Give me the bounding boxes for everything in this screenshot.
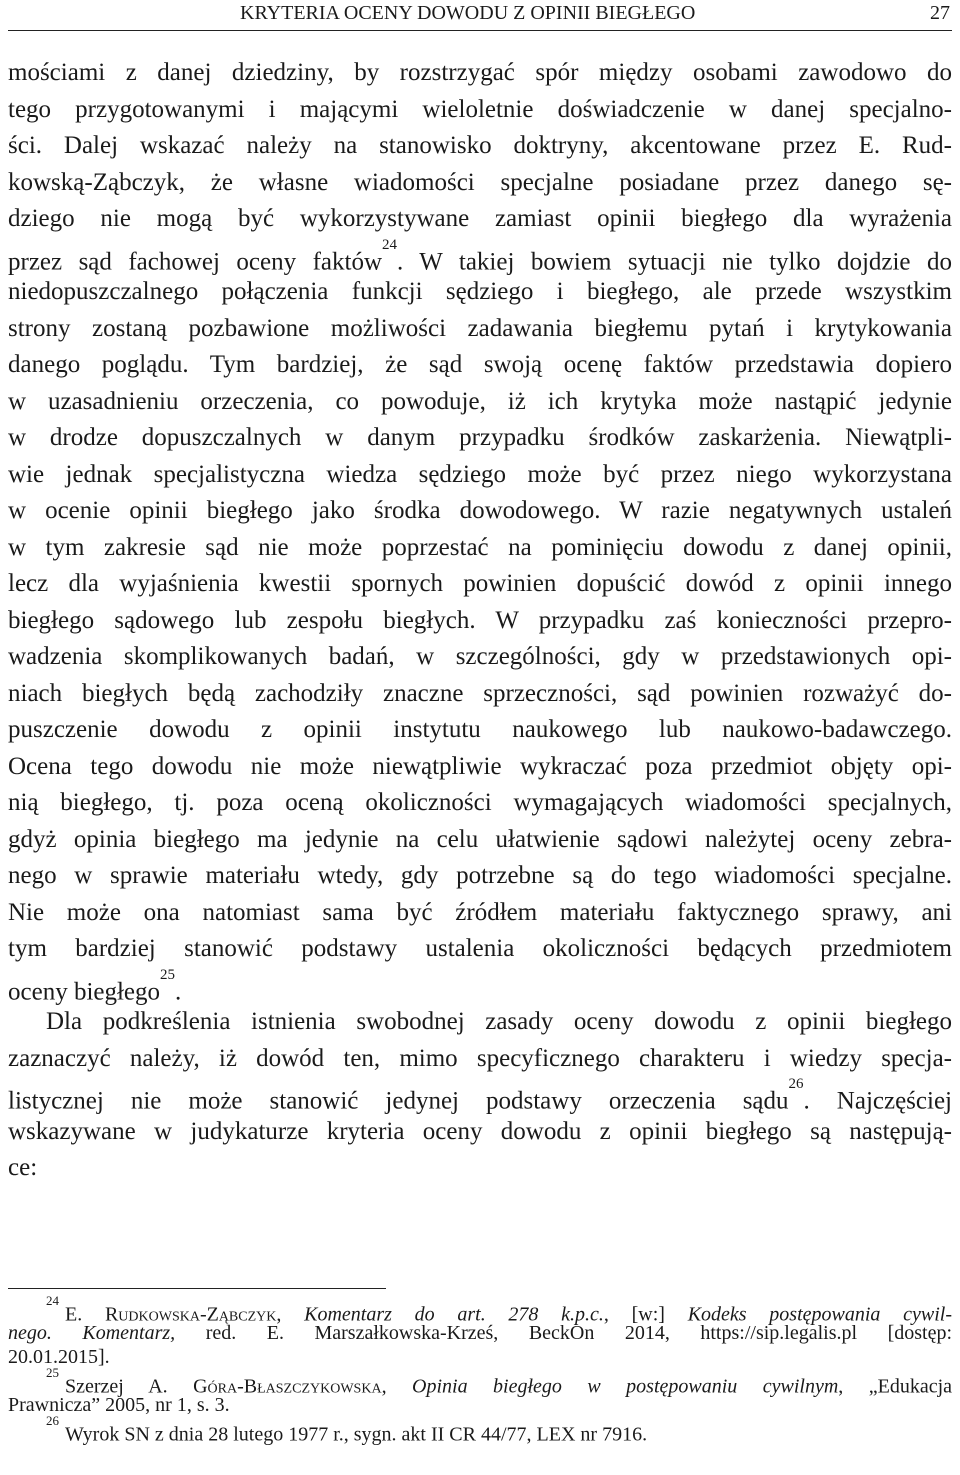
text-line: tym bardziej stanowić podstawy ustalenia okoliczności będących przedmiotem xyxy=(8,935,952,962)
text-fragment: oceny biegłego xyxy=(8,977,161,1005)
text-line xyxy=(8,968,952,1005)
text-line: w tym zakresie sąd nie może poprzestać na pominięciu dowodu z danej opinii, xyxy=(8,533,952,561)
text-fragment: red. E. Marszałkowska-Krześ, BeckOn 2014, https://sip.legalis.pl [dostęp: xyxy=(175,1322,952,1344)
text-fragment: , [w:] xyxy=(603,1303,688,1326)
text-fragment: Szerzej A. xyxy=(65,1375,194,1398)
text-fragment: , „Edukacja xyxy=(838,1375,953,1398)
footnote-25-cont: Prawnicza” 2005, nr 1, s. 3. xyxy=(8,1394,230,1416)
text-line: kowską-Ząbczyk, że własne wiadomości specjalne posiadane przez danego sę- xyxy=(8,168,952,196)
text-fragment: . xyxy=(397,247,420,275)
footnote-text: Wyrok SN z dnia 28 lutego 1977 r., sygn. akt II CR 44/77, LEX nr 7916. xyxy=(65,1423,648,1446)
text-line: w uzasadnieniu orzeczenia, co powoduje, iż ich krytyka może nastąpić jedynie xyxy=(8,387,952,415)
text-line: Ocena tego dowodu nie może niewątpliwie wykraczać poza przedmiot objęty opi- xyxy=(8,752,952,780)
text-line: nią biegłego, tj. poza oceną okoliczności wymagających wiadomości specjalnych, xyxy=(8,789,952,816)
footnotes xyxy=(8,1293,953,1446)
text-line: nego w sprawie materiału wtedy, gdy potrzebne są do tego wiadomości specjalne. xyxy=(8,862,952,889)
footnote-number: 26 xyxy=(46,1413,59,1428)
text-line: tego przygotowanymi i mającymi wieloletnie doświadczenie w danej specjalno- xyxy=(8,95,952,123)
footnote-26 xyxy=(8,1413,952,1446)
text-line: w drodze dopuszczalnych w danym przypadku środków zaskarżenia. Niewątpli- xyxy=(8,424,952,451)
text-line xyxy=(8,238,952,275)
text-fragment: , xyxy=(381,1375,413,1398)
footnote-author: E. Rudkowska-Ząbczyk xyxy=(65,1303,277,1326)
footnote-number: 25 xyxy=(46,1365,59,1380)
text-fragment: . Najczęściej xyxy=(803,1087,952,1115)
footnote-title: Kodeks postępowania cywil- xyxy=(687,1303,953,1326)
footnote-ref-24[interactable]: 24 xyxy=(382,236,398,253)
footnote-24-cont: 20.01.2015]. xyxy=(8,1346,110,1368)
text-line: Dla podkreślenia istnienia swobodnej zasady oceny dowodu z opinii biegłego xyxy=(46,1008,952,1035)
text-line: wie jednak specjalistyczna wiedza sędziego może być przez niego wykorzystana xyxy=(8,460,952,488)
footnote-title: nego. Komentarz, xyxy=(8,1322,176,1344)
footnote-24-cont xyxy=(8,1321,952,1345)
text-fragment: . xyxy=(175,977,182,1005)
text-line: biegłego sądowego lub zespołu biegłych. W przypadku zaś konieczności przepro- xyxy=(8,606,952,634)
text-line: puszczenie dowodu z opinii instytutu naukowego lub naukowo-badawczego. xyxy=(8,716,952,743)
text-line: zaznaczyć należy, iż dowód ten, mimo specyficznego charakteru i wiedzy specja- xyxy=(8,1044,952,1072)
text-line: wadzenia skomplikowanych badań, w szczególności, gdy w przedstawionych opi- xyxy=(8,643,952,670)
text-fragment: listycznej nie może stanowić jedynej podstawy orzeczenia sądu xyxy=(8,1087,789,1115)
text-line: danego poglądu. Tym bardziej, że sąd swoją ocenę faktów przedstawia dopiero xyxy=(8,351,952,378)
main-text xyxy=(8,55,952,1187)
text-line: ce: xyxy=(8,1154,38,1181)
footnote-25 xyxy=(8,1365,953,1398)
page-number: 27 xyxy=(930,2,950,24)
text-line: wskazywane w judykaturze kryteria oceny dowodu z opinii biegłego są następują- xyxy=(8,1117,952,1145)
text-line: lecz dla wyjaśnienia kwestii spornych powinien dopuścić dowód z opinii innego xyxy=(8,570,952,597)
text-line: mościami z danej dziedziny, by rozstrzygać spór między osobami zawodowo do xyxy=(8,59,952,86)
footnote-title: Opinia biegłego w postępowaniu cywilnym xyxy=(412,1375,839,1398)
running-header xyxy=(8,0,952,31)
footnote-title: Komentarz do art. 278 k.p.c. xyxy=(304,1303,604,1326)
footnote-author: Góra-Błaszczykowska xyxy=(193,1375,382,1398)
text-line: dziego nie mogą być wykorzystywane zamiast opinii biegłego dla wyrażenia xyxy=(8,205,952,232)
text-line xyxy=(8,1077,952,1114)
text-line: ści. Dalej wskazać należy na stanowisko doktryny, akcentowane przez E. Rud- xyxy=(8,132,952,159)
running-header-title: KRYTERIA OCENY DOWODU Z OPINII BIEGŁEGO xyxy=(240,2,696,24)
footnote-ref-26[interactable]: 26 xyxy=(788,1076,804,1092)
footnote-ref-25[interactable]: 25 xyxy=(160,966,176,983)
footnote-number: 24 xyxy=(46,1293,59,1308)
text-line: niach biegłych będą zachodziły znaczne sprzeczności, sąd powinien rozważyć do- xyxy=(8,679,952,707)
text-line: gdyż opinia biegłego ma jedynie na celu ułatwienie sądowi należytej oceny zebra- xyxy=(8,825,952,853)
text-fragment: W takiej bowiem sytuacji nie tylko dojdzie do xyxy=(419,247,952,275)
text-line: niedopuszczalnego połączenia funkcji sędziego i biegłego, ale przede wszystkim xyxy=(8,278,952,305)
text-fragment: przez sąd fachowej oceny faktów xyxy=(8,247,383,275)
text-line: w ocenie opinii biegłego jako środka dowodowego. W razie negatywnych ustaleń xyxy=(8,497,952,524)
text-line: Nie może ona natomiast sama być źródłem materiału faktycznego sprawy, ani xyxy=(8,898,952,926)
footnote-24: $^{24}$E. Rudkowska-Ząbczyk, Komentarz do art. 278 k.p.c., [w:] Kodeks postępowania cywil- xyxy=(46,1293,953,1326)
footnote-separator xyxy=(8,1288,386,1289)
text-line: strony zostaną pozbawione możliwości zadawania biegłemu pytań i krytykowania xyxy=(8,314,952,342)
